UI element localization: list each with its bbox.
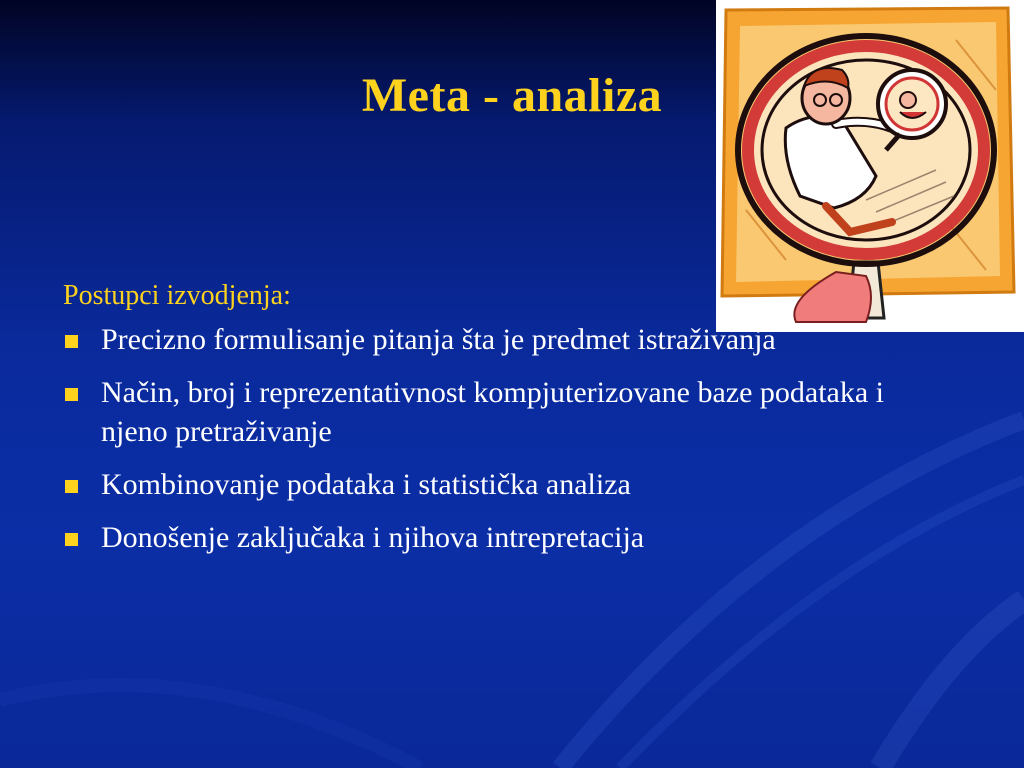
bullet-text: Donošenje zaključaka i njihova intrepretacija bbox=[101, 521, 645, 554]
slide-title: Meta - analiza bbox=[361, 69, 663, 122]
bullet-text: Precizno formulisanje pitanja šta je predmet istraživanja bbox=[101, 323, 776, 356]
square-bullet-icon bbox=[65, 533, 78, 546]
square-bullet-icon bbox=[65, 388, 78, 401]
bullet-item bbox=[63, 320, 893, 359]
subtitle: Postupci izvodjenja: bbox=[63, 280, 291, 311]
square-bullet-icon bbox=[65, 480, 78, 493]
bullet-item bbox=[63, 465, 893, 504]
bullet-item bbox=[63, 518, 893, 557]
bullet-list bbox=[63, 320, 893, 557]
slide-content bbox=[63, 276, 893, 571]
square-bullet-icon bbox=[65, 335, 78, 348]
bullet-item bbox=[63, 373, 893, 451]
bullet-text: Kombinovanje podataka i statistička analiza bbox=[101, 468, 631, 501]
bullet-text: Način, broj i reprezentativnost kompjuterizovane baze podataka i njeno pretraživanje bbox=[101, 376, 885, 448]
